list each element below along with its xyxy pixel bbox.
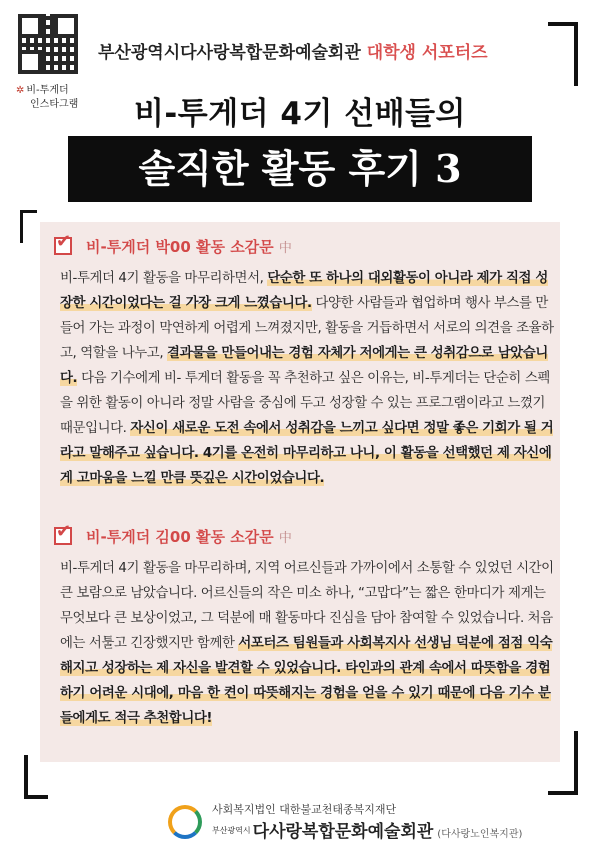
highlighted-text: 결과물을 만들어내는 경험 자체가 저에게는 큰 성취감으로 남았습니다. <box>60 346 548 386</box>
insta-line-1: 비-투게더 <box>26 85 69 96</box>
qr-code-icon[interactable] <box>18 14 78 74</box>
paragraph-text: 비-투게더 4기 활동을 마무리하면서, <box>60 271 268 286</box>
headline: 비-투게더 4기 선배들의 <box>133 96 467 132</box>
org-accent: 대학생 서포터즈 <box>366 43 488 63</box>
checkbox-check-icon <box>54 237 72 255</box>
footer-main <box>212 817 522 842</box>
section-suffix-2: 中 <box>278 531 292 546</box>
title-banner: 솔직한 활동 후기 3 <box>68 136 532 202</box>
paragraph-text: 다양한 사람들과 협업하며 행사 부스를 만들어 가는 과정이 막연하게 어렵게 느껴졌지만, 활동을 거듭하면서 서로의 의견을 조율하고, 역할을 나누고, <box>60 296 554 361</box>
section-suffix-1: 中 <box>278 241 292 256</box>
section-title-1-text: 비-투게더 박00 활동 소감문 <box>86 238 274 256</box>
footer-sub: 사회복지법인 대한불교천태종복지재단 <box>212 803 397 816</box>
highlighted-text: 서포터즈 팀원들과 사회복지사 선생님 덕분에 점점 익숙해지고 성장하는 제 자신을 발견할 수 있었습니다. 타인과의 관계 속에서 따뜻함을 경험하기 어려운 시대에, 마음 한 켠이 따뜻해지는 경험을 얻을 수 있기 때문에 다음 기수 분들에게도 적극 추천합니다! <box>60 636 553 726</box>
footer-tiny: 부산광역시 <box>212 826 251 835</box>
insta-line-2: 인스타그램 <box>30 99 79 110</box>
corner-bracket-top-right <box>548 22 578 86</box>
footer-side: (다사랑노인복지관) <box>437 829 523 840</box>
organization-logo-icon <box>168 805 202 839</box>
highlighted-text: 자신이 새로운 도전 속에서 성취감을 느끼고 싶다면 정말 좋은 기회가 될 거라고 말해주고 싶습니다. 4기를 온전히 마무리하고 나니, 이 활동을 선택했던 제 자신에게 고마움을 느낄 만큼 뜻깊은 시간이었습니다. <box>60 421 554 486</box>
paragraph-text: 비-투게더 4기 활동을 마무리하며, 지역 어르신들과 가까이에서 소통할 수 있었던 시간이 큰 보람으로 남았습니다. 어르신들의 작은 미소 하나, “고맙다”는 짧은 한마디가 제게는 무엇보다 큰 보상이었고, 그 덕분에 매 활동마다 진심을 담아 참여할 수 있었습니다. 처음에는 서툴고 긴장했지만 함께한 <box>60 561 554 651</box>
section-paragraph-2 <box>60 556 556 731</box>
section-paragraph-1 <box>60 266 556 491</box>
footer <box>0 799 600 849</box>
org-name: 부산광역시다사랑복합문화예술회관 <box>98 43 361 63</box>
highlighted-text: 단순한 또 하나의 대외활동이 아니라 제가 직접 성장한 시간이었다는 걸 가장 크게 느꼈습니다. <box>60 271 548 311</box>
section-title-2-text: 비-투게더 김00 활동 소감문 <box>86 528 274 546</box>
footer-main-text: 다사랑복합문화예술회관 <box>252 822 434 842</box>
paragraph-text: 다음 기수에게 비- 투게더 활동을 꼭 추천하고 싶은 이유는, 비-투게더는 단순히 스펙을 위한 활동이 아니라 정말 사람을 중심에 두고 성장할 수 있는 프로그램이라고 느꼈기 때문입니다. <box>60 371 550 436</box>
sparkle-icon: ✲ <box>16 85 25 96</box>
section-title-2 <box>54 526 292 547</box>
checkbox-check-icon <box>54 527 72 545</box>
section-title-1 <box>54 236 292 257</box>
corner-bracket-top-left <box>20 210 37 243</box>
org-line <box>98 38 488 63</box>
